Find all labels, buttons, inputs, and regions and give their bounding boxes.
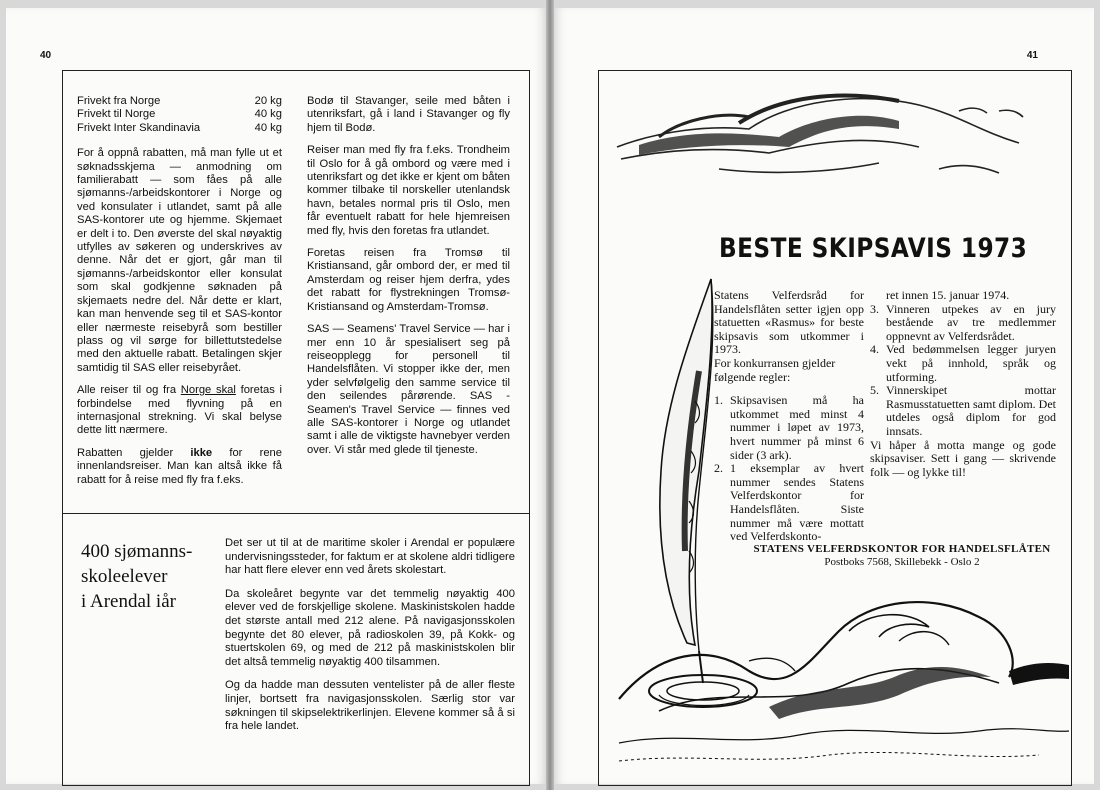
organization-address: Postboks 7568, Skillebekk - Oslo 2 (824, 556, 980, 568)
fare-value: 40 kg (254, 121, 282, 134)
publisher-footer (743, 543, 1061, 569)
organization-name: STATENS VELFERDSKONTOR FOR HANDELSFLÅTEN (753, 543, 1051, 555)
fare-value: 40 kg (254, 108, 282, 121)
rule-number: 5. (870, 383, 879, 398)
left-page (6, 8, 546, 784)
right-page (554, 8, 1094, 784)
rule-text: Ved bedømmelsen legger juryen vekt på innhold, språk og utforming. (886, 342, 1056, 384)
article-body (225, 537, 515, 744)
rule-item (870, 384, 1056, 438)
announcement-title: BESTE SKIPSAVIS 1973 (719, 233, 1028, 264)
paragraph: Reiser man med fly fra f.eks. Trondheim til Oslo for å gå ombord og være med i utenriksfart og det ikke er kjent om båten kommer tilbake til norskeller utenlandsk havn, betales normal pris til Oslo, men får eventuelt rabatt for hele hjemreisen med fly, hvis den foretas fra utlandet. (307, 144, 510, 237)
paragraph: Da skoleåret begynte var det temmelig nøyaktig 400 elever ved de forskjellige skolene. Maskinistskolen hadde det største antall med 212 alene. På navigasjonsskolen begynte det 80 elever, på radioskolen 39, på Kokk- og stuertskolen 69, og med de 212 på maskinistskolen blir det altså temmelig nøyaktig 400 tilsammen. (225, 587, 515, 668)
column-b (307, 95, 510, 466)
text-run: Alle reiser til og fra (77, 384, 181, 397)
headline-line: i Arendal iår (81, 591, 176, 612)
page-number-left: 40 (40, 50, 52, 61)
rule-text: 1 eksemplar av hvert nummer sendes Statens Velferdskontor for Handelsflåten. Siste nummer må være mottatt ved Velferdskonto- (730, 461, 864, 544)
text-run: foretas i forbindelse med flyvning på en internasjonal strekning. Vi skal belyse dette litt nærmere. (77, 384, 283, 437)
paragraph: SAS — Seamens' Travel Service — har i mer enn 10 år spesialisert seg på reiseopplegg for personell til Handelsflåten. Vi stopper ikke der, men yder selvfølgelig den samme service til den seilendes pårørende. SAS - Seamen's Travel Service — finnes ved alle SAS-kontorer i Norge og utlandet samt i alle de viktigste havnebyer verden over. Vi står med glede til tjeneste. (307, 323, 510, 456)
wave-crest (1009, 663, 1069, 685)
fare-value: 20 kg (254, 95, 282, 107)
cloud-shading (639, 116, 899, 155)
rule-number: 1. (714, 393, 723, 408)
fare-label: Frivekt Inter Skandinavia (77, 121, 201, 134)
headline-line: 400 sjømanns- (81, 541, 193, 562)
rule-number: 2. (714, 461, 723, 476)
headline-line: skoleelever (81, 566, 168, 587)
rule-item (714, 394, 864, 462)
article-headline (81, 539, 213, 614)
cloud-illustration (617, 96, 1023, 173)
rules-column-left (714, 289, 864, 544)
rules-column-right (870, 289, 1056, 479)
underlined-text: Norge skal (180, 384, 236, 397)
rule-number: 3. (870, 301, 879, 316)
fare-label: Frivekt til Norge (77, 108, 156, 121)
paragraph: Det ser ut til at de maritime skoler i Arendal er populære undervisningssteder, for faktum er at skolene aldri tidligere har hatt flere elever enn ved årets skolestart. (225, 537, 515, 577)
paragraph: Og da hadde man dessuten ventelister på de aller fleste linjer, bortsett fra navigasjonsskolen. Særlig stor var søkningen til skipselektrikerlinjen. Elevene kommer så å si fra hele landet. (225, 679, 515, 733)
rule-item (870, 343, 1056, 384)
paragraph: For å oppnå rabatten, må man fylle ut et søknadsskjema — anmodning om familierabatt — som fåes på alle sjømanns-/arbeidskontorer i Norge og ved konsulater i utlandet, samt på alle SAS-kontorer ute og hjemme. Skjemaet er delt i to. Den øverste del skal nøyaktig utfylles av søkeren og underskrives av denne. Når det er gjort, går man til sjømanns-/arbeidskontor eller konsulat som skal godkjenne søknaden på skjemaets nedre del. Når dette er klart, kan man henvende seg til et SAS-kontor eller nærmeste reisebyrå som bestiller plass og vil sørge for billettutstedelse med den aktuelle rabatt. Betalingen skjer samtidig til SAS eller reisebyrået. (77, 147, 282, 374)
fare-label: Frivekt fra Norge (77, 95, 161, 107)
rule-item (870, 303, 1056, 344)
wave-shading (769, 667, 991, 719)
text-run: for rene innenlandsreiser. Man kan altså ikke få rabatt for å reise med fly fra f.eks. (77, 446, 282, 486)
rule-text: Vinnerskipet mottar Rasmusstatuetten samt diplom. Det utdeles også diplom for god innsats. (886, 383, 1056, 438)
fare-row (77, 122, 282, 135)
announcement-frame (598, 70, 1072, 786)
rules-lead: For konkurransen gjelder følgende regler: (714, 355, 836, 384)
book-spine (546, 0, 554, 790)
section-divider (63, 513, 529, 514)
paragraph (77, 384, 282, 438)
paragraph: Bodø til Stavanger, seile med båten i utenriksfart, gå i land i Stavanger og fly hjem til Bodø. (307, 95, 510, 134)
intro-paragraph: Statens Velferdsråd for Handelsflåten setter igjen opp statuetten «Rasmus» for beste skipsavis som utkommer i 1973. (714, 288, 864, 357)
page-number-right: 41 (1026, 50, 1038, 61)
rule-number: 4. (870, 342, 879, 357)
fare-row (77, 95, 282, 108)
paragraph (77, 447, 282, 487)
rules-list-continued (870, 303, 1056, 439)
quill-feather-icon (660, 279, 713, 683)
paragraph: Foretas reisen fra Tromsø til Kristiansand, går ombord der, er med til Amsterdam og reiser hjem derfra, ydes det rabatt for flystrekningen Tromsø-Kristiansand og Amsterdam-Tromsø. (307, 247, 510, 313)
fare-row (77, 108, 282, 121)
left-page-frame (62, 70, 530, 786)
rule-text: Skipsavisen må ha utkommet med minst 4 nummer i løpet av 1973, hvert nummer på minst 6 sider (3 ark). (730, 393, 864, 462)
closing-paragraph: Vi håper å motta mange og gode skipsaviser. Sett i gang — skrivende folk — og lykke til! (870, 437, 1056, 479)
rule-text: Vinneren utpekes av en jury bestående av tre medlemmer oppnevnt av Velferdsrådet. (886, 301, 1056, 343)
rule-item (714, 462, 864, 544)
bold-text: ikke (190, 446, 213, 459)
text-run: Rabatten gjelder (77, 446, 191, 459)
rule-continuation: ret innen 15. januar 1974. (886, 288, 1010, 302)
free-weight-table (77, 95, 282, 135)
rules-list (714, 394, 864, 544)
column-a (77, 95, 282, 496)
